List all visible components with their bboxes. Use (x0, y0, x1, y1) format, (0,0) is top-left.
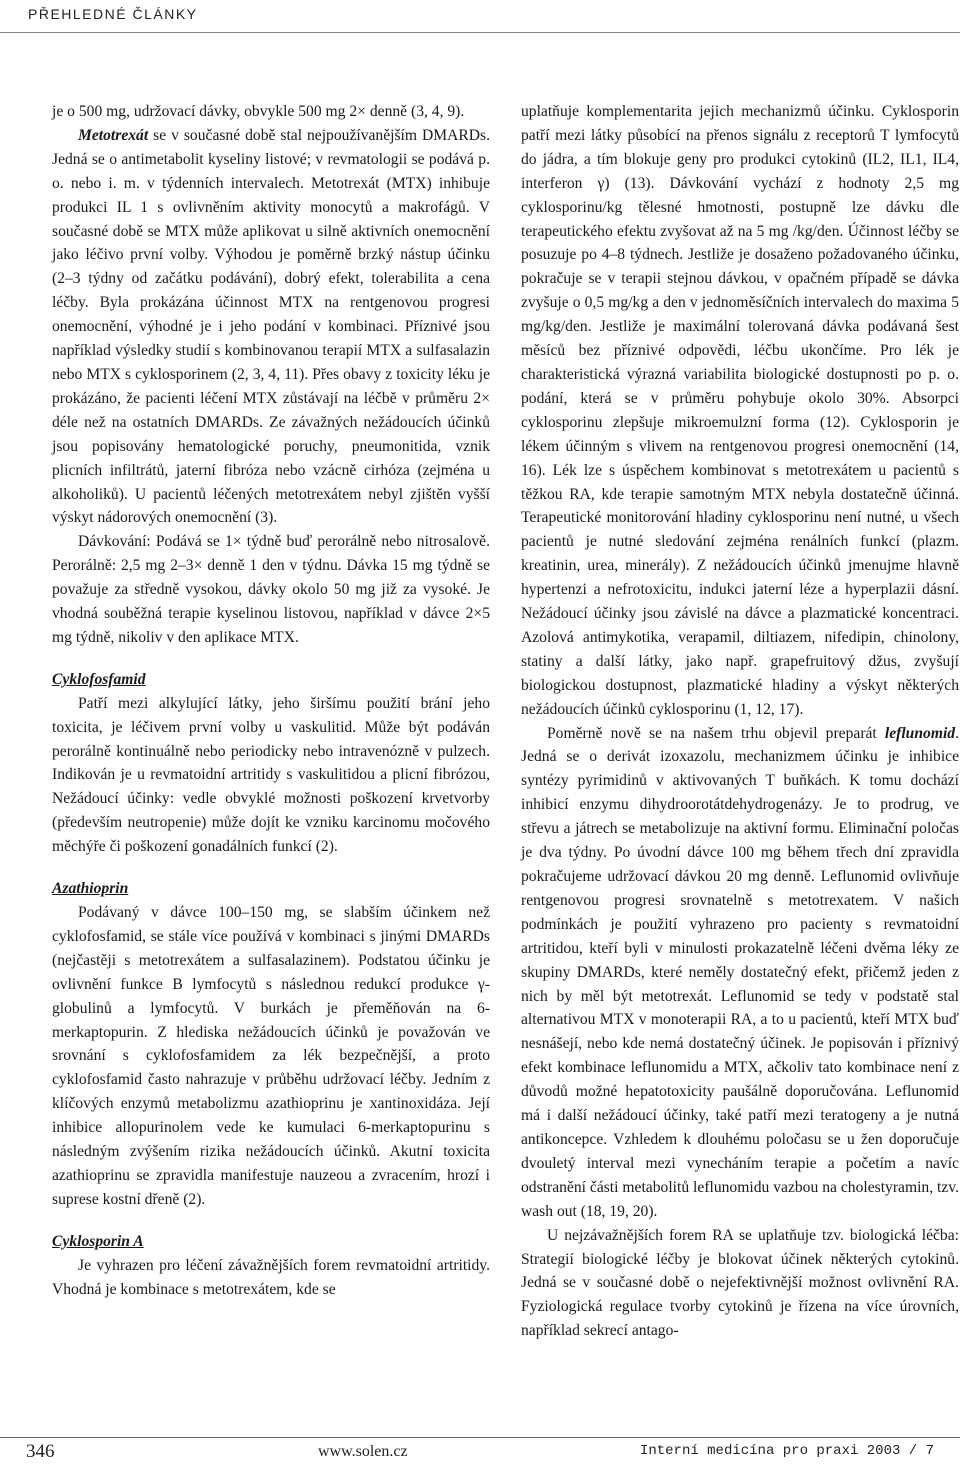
paragraph-text: se v současné době stal nejpoužívanějším DMARDs. Jedná se o antimetabolit kyseliny listové; v revmatologii se podává p. o. nebo i. m. v týdenních intervalech. Metotrexát (MTX) inhibuje produkci IL 1 s ovlivněním aktivity monocytů a makrofágů. V současné době se MTX může aplikovat u silně aktivních onemocnění jako léčivo první volby. Výhodou je poměrně brzký nástup účinku (2–3 týdny od začátku podávání), dobrý efekt, tolerabilita a cena léčby. Byla prokázána účinnost MTX na rentgenovou progresi onemocnění, výhodné je i jeho podání v kombinaci. Příznivé jsou například výsledky studií s kombinovanou terapií MTX a sulfasalazin nebo MTX s cyklosporinem (2, 3, 4, 11). Přes obavy z toxicity léku je prokázáno, že pacienti léčení MTX zůstávají na léčbě v průměru 2× déle než na ostatních DMARDs. Ze závažných nežádoucích účinků jsou popisovány hematologické poruchy, pneumonitida, vznik plicních infiltrátů, jaterní fibróza nebo vzácně cirhóza (zejména u alkoholiků). U pacientů léčených metotrexátem nebyl zjištěn vyšší výskyt nádorových onemocnění (3). (52, 126, 490, 527)
right-column (521, 100, 959, 1343)
term-leflunomid: leflunomid (884, 724, 956, 742)
paragraph-metotrexat (52, 124, 490, 530)
paragraph: uplatňuje komplementarita jejich mechanizmů účinku. Cyklosporin patří mezi látky působící na přenos signálu z receptorů T lymfocytů do jádra, a tím blokuje geny pro produkci cytokinů (IL2, IL1, IL4, interferon γ) (13). Dávkování vychází z hodnoty 2,5 mg cyklosporinu/kg tělesné hmotnosti, postupně lze dávku dle terapeutického efektu zvyšovat až na 5 mg /kg/den. Účinnost léčby se posuzuje po 4–8 týdnech. Jestliže je dosaženo požadovaného účinku, pokračuje se v terapii stejnou dávkou, v opačném případě se dávka zvyšuje o 0,5 mg/kg a den v jednoměsíčních intervalech do maxima 5 mg/kg/den. Jestliže je maximální tolerovaná dávka podávaná šest měsíců bez příznivé odpovědi, léčbu ukončíme. Pro lék je charakteristická výrazná variabilita biologické dostupnosti po p. o. podání, která se v průměru pohybuje okolo 30%. Absorpci cyklosporinu zlepšuje mikroemulzní forma (12). Cyklosporin je lékem účinným s vlivem na rentgenovou progresi onemocnění (14, 16). Lék lze s úspěchem kombinovat s metotrexátem u pacientů s těžkou RA, kde terapie samotným MTX nebyla dostatečně účinná. Terapeutické monitorování hladiny cyklosporinu není nutné, u všech pacientů je nutné sledování zejména renálních funkcí (plazm. kreatinin, urea, minerály). Z nežádoucích účinků jmenujme hlavně hypertenzi a nefrotoxicitu, indukci jaterní léze a hyperplazii dásní. Nežádoucí účinky jsou závislé na dávce a plazmatické koncentraci. Azolová antimykotika, verapamil, diltiazem, nifedipin, chinolony, statiny a další látky, jako např. grapefruitový džus, zvyšují biologickou dostupnost, plazmatické hladiny a výskyt některých nežádoucích účinků cyklosporinu (1, 12, 17). (521, 103, 959, 718)
footer-url: www.solen.cz (318, 1443, 408, 1460)
paragraph-text: . Jedná se o derivát izoxazolu, mechanizmem účinku je inhibice syntézy pyrimidinů v aktivovaných T buňkách. K tomu dochází inhibicí enzymu dihydroorotátdehydrogenázy. Je to prodrug, ve střevu a játrech se metabolizuje na aktivní formu. Eliminační poločas je dva týdny. Po úvodní dávce 100 mg během třech dní zpravidla pokračujeme udržovací dávkou 20 mg denně. Leflunomid ovlivňuje rentgenovou progresi srovnatelně s metotrexatem. V našich podmínkách je použití vyhrazeno pro pacienty s revmatoidní artritidou, kteří byli v minulosti prokazatelně léčeni dvěma léky ze skupiny DMARDs, které neměly dostatečný efekt, přičemž jeden z nich by měl být metotrexát. Leflunomid se tedy v podstatě stal alternativou MTX v monoterapii RA, a to u pacientů, kteří MTX buď nesnášejí, nebo kde nemá dostatečný účinek. Je popisován i příznivý efekt kombinace leflunomidu a MTX, ačkoliv tato kombinace není z důvodů možné hepatotoxicity paušálně doporučována. Leflunomid má i další nežádoucí účinky, také patří mezi teratogeny a je nutná antikoncepce. Vzhledem k dlouhému poločasu se u žen doporučuje dvouletý interval mezi vynecháním terapie a početím a navíc odstranění části metabolitů leflunomidu vazbou na cholestyramin, tzv. wash out (18, 19, 20). (521, 724, 959, 1220)
paragraph: Patří mezi alkylující látky, jeho širšímu použití brání jeho toxicita, je léčivem první volby u vaskulitid. Může být podáván perorálně kontinuálně nebo periodicky nebo intravenózně v pulzech. Indikován je u revmatoidní artritidy s vaskulitidou a plicní fibrózou, Nežádoucí účinky: vedle obvyklé možnosti poškození krvetvorby (především neutropenie) může dojít ke vzniku karcinomu močového měchýře či poškození gonadálních funkcí (2). (52, 694, 490, 856)
paragraph-leflunomid (521, 722, 959, 1224)
heading-cyklosporin: Cyklosporin A (52, 1232, 144, 1250)
term-metotrexat: Metotrexát (78, 126, 149, 144)
heading-azathioprin: Azathioprin (52, 880, 129, 898)
page-number: 346 (26, 1441, 55, 1462)
paragraph-dosage: Dávkování: Podává se 1× týdně buď perorálně nebo nitrosalově. Perorálně: 2,5 mg 2–3× denně 1 den v týdnu. Dávka 15 mg týdně se považuje za středně vysokou, dávky okolo 50 mg již za vysoké. Je vhodná souběžná terapie kyselinou listovou, například v dávce 2×5 mg týdně, nikoliv v den aplikace MTX. (52, 533, 490, 646)
footer-divider (0, 1437, 960, 1438)
paragraph: Je vyhrazen pro léčení závažnějších forem revmatoidní artritidy. Vhodná je kombinace s metotrexátem, kde se (52, 1256, 490, 1298)
left-column (52, 100, 490, 1302)
paragraph-text: Poměrně nově se na našem trhu objevil preparát (547, 724, 885, 742)
paragraph: Podávaný v dávce 100–150 mg, se slabším účinkem než cyklofosfamid, se stále více používá v kombinaci s jinými DMARDs (nejčastěji s metotrexátem a sulfasalazinem). Podstatou účinku je ovlivnění funkce B lymfocytů s následnou redukcí produkce γ-globulinů a lymfocytů. V burkách je přeměňován na 6-merkaptopurin. Z hlediska nežádoucích účinků je považován ve srovnání s cyklofosfamidem za lék bezpečnější, a proto cyklofosfamid často nahrazuje v průběhu udržovací léčby. Jedním z klíčových enzymů metabolizmu azathioprinu je xantinoxidáza. Její inhibice allopurinolem vede ke kumulaci 6-merkaptopurinu s následným zvýšením rizika nežádoucích účinků. Akutní toxicita azathioprinu se zpravidla manifestuje nauzeou a zvracením, hrozí i suprese kostní dřeně (2). (52, 904, 490, 1208)
section-label: PŘEHLEDNÉ ČLÁNKY (28, 6, 198, 22)
header-bar (0, 0, 960, 33)
paragraph: je o 500 mg, udržovací dávky, obvykle 500 mg 2× denně (3, 4, 9). (52, 103, 465, 120)
heading-cyklofosfamid: Cyklofosfamid (52, 670, 146, 688)
journal-name: Interní medicína pro praxi 2003 / 7 (639, 1443, 934, 1459)
paragraph: U nejzávažnějších forem RA se uplatňuje tzv. biologická léčba: Strategií biologické léčby je blokovat účinek některých cytokinů. Jedná se v současné době o nejefektivnější možnost ovlivnění RA. Fyziologická regulace tvorby cytokinů je řízena na více úrovních, například sekrecí antago- (521, 1226, 959, 1340)
